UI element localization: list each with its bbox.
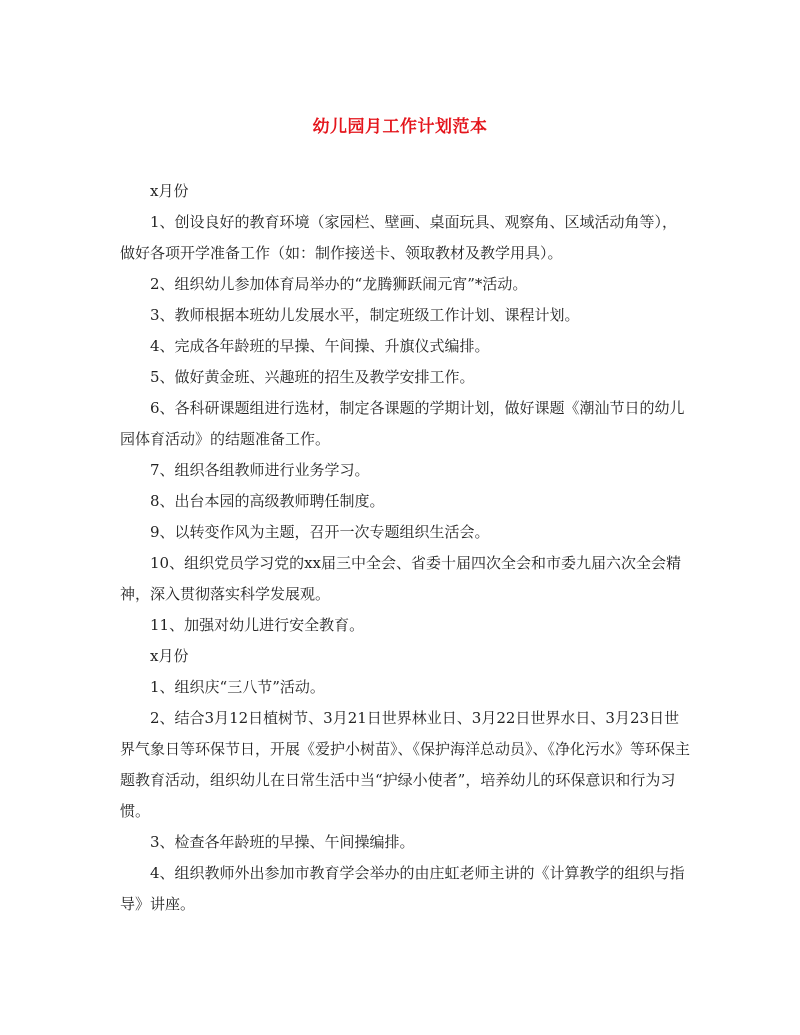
paragraph: 2、结合3月12日植树节、3月21日世界林业日、3月22日世界水日、3月23日世界气象日等环保节日，开展《爱护小树苗》、《保护海洋总动员》、《净化污水》等环保主题教育活动，组织幼儿在日常生活中当“护绿小使者”，培养幼儿的环保意识和行为习惯。: [120, 709, 691, 820]
paragraph: 4、组织教师外出参加市教育学会举办的由庄虹老师主讲的《计算教学的组织与指导》讲座。: [120, 864, 685, 913]
document-title: 幼儿园月工作计划范本: [312, 117, 488, 137]
paragraph: 3、教师根据本班幼儿发展水平，制定班级工作计划、课程计划。: [150, 306, 580, 324]
paragraph: 8、出台本园的高级教师聘任制度。: [150, 492, 385, 510]
paragraph: 10、组织党员学习党的xx届三中全会、省委十届四次全会和市委九届六次全会精神，深入贯彻落实科学发展观。: [120, 554, 682, 603]
paragraph: 7、组织各组教师进行业务学习。: [150, 461, 370, 479]
paragraph: 1、组织庆“三八节”活动。: [150, 678, 325, 696]
paragraph: 3、检查各年龄班的早操、午间操编排。: [150, 833, 415, 851]
paragraph: 11、加强对幼儿进行安全教育。: [150, 616, 365, 634]
paragraph: 5、做好黄金班、兴趣班的招生及教学安排工作。: [150, 368, 475, 386]
paragraph: 9、以转变作风为主题，召开一次专题组织生活会。: [150, 523, 490, 541]
paragraph: 1、创设良好的教育环境（家园栏、壁画、桌面玩具、观察角、区域活动角等），做好各项开学准备工作（如：制作接送卡、领取教材及教学用具）。: [120, 213, 678, 262]
paragraph: x月份: [150, 182, 189, 200]
paragraph: x月份: [150, 647, 189, 665]
paragraph: 2、组织幼儿参加体育局举办的“龙腾狮跃闹元宵”*活动。: [150, 275, 528, 293]
paragraph: 6、各科研课题组进行选材，制定各课题的学期计划，做好课题《潮汕节日的幼儿园体育活动》的结题准备工作。: [120, 399, 685, 448]
document-body: [120, 176, 690, 920]
paragraph: 4、完成各年龄班的早操、午间操、升旗仪式编排。: [150, 337, 490, 355]
